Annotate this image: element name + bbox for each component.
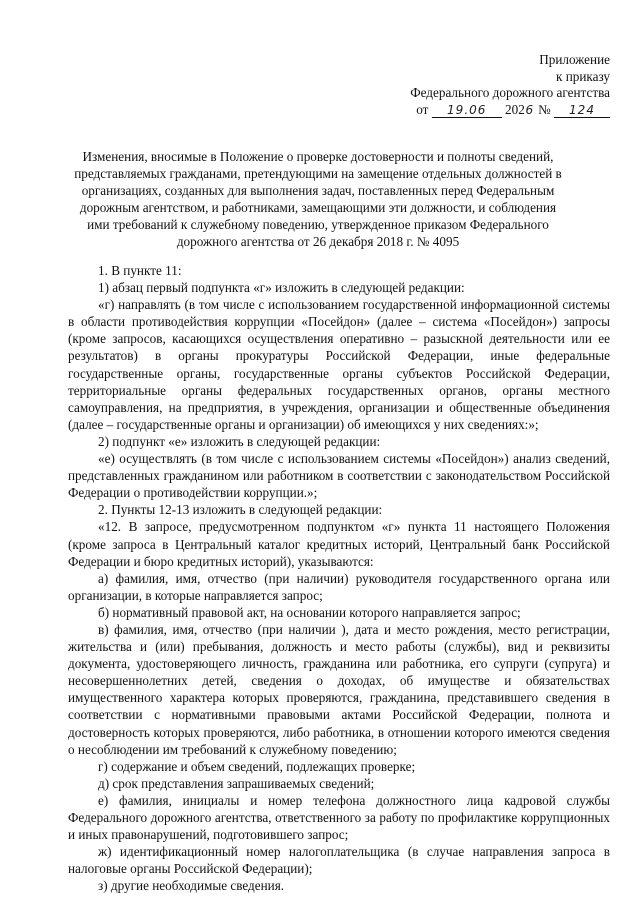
paragraph: д) срок представления запрашиваемых сведений; (98, 775, 375, 791)
paragraph: 2) подпункт «е» изложить в следующей редакции: (98, 433, 381, 449)
appendix-date-number-line (410, 102, 610, 119)
paragraph: 1. В пункте 11: (98, 263, 182, 278)
appendix-header (410, 52, 610, 118)
year-prefix: 202 (505, 101, 525, 117)
appendix-order-ref: к приказу (556, 68, 610, 84)
paragraph: «е) осуществлять (в том числе с использованием системы «Посейдон») анализ сведений, представленных гражданином или работником в соответствии с законодательством Российской Федерации о противодействии коррупции.»; (68, 451, 610, 501)
document-title: Изменения, вносимые в Положение о проверке достоверности и полноты сведений, представляемых гражданами, претендующими на замещение отдельных должностей в организациях, созданных для выполнения задач, поставленных перед Федеральным дорожным агентством, и работниками, замещающими эти должности, и соблюдения ими требований к служебному поведению, утвержденное приказом Федерального дорожного агентства от 26 декабря 2018 г. № 4095 (74, 149, 562, 249)
paragraph: б) нормативный правовой акт, на основании которого направляется запрос; (98, 604, 521, 620)
number-label: № (538, 101, 551, 117)
appendix-title: Приложение (539, 52, 610, 67)
paragraph: 2. Пункты 12-13 изложить в следующей редакции: (98, 502, 383, 518)
paragraph: в) фамилия, имя, отчество (при наличии ), дата и место рождения, место регистрации, жительства и (или) пребывания, должность и место работы (службы), вид и реквизиты документа, удостоверяющего личность, гражданина или работника, его супруги (супруга) и несовершеннолетних детей, сведения о доходах, об имуществе и обязательствах имущественного характера которых проверяются, гражданина, представившего сведения в соответствии с нормативными правовыми актами Российской Федерации, полнота и достоверность которых проверяются, либо работника, в отношении которого имеются сведения о несоблюдении им требований к служебному поведению; (68, 621, 610, 757)
from-label: от (416, 101, 429, 117)
handwritten-number: 124 (554, 104, 610, 118)
paragraph: «12. В запросе, предусмотренном подпунктом «г» пункта 11 настоящего Положения (кроме запроса в Центральный каталог кредитных историй, Центральный банк Российской Федерации и бюро кредитных историй), указываются: (68, 519, 610, 569)
paragraph: а) фамилия, имя, отчество (при наличии) руководителя государственного органа или организации, в которые направляется запрос; (68, 570, 610, 603)
document-body (68, 262, 610, 894)
handwritten-year-digit: 6 (525, 102, 535, 117)
paragraph: «г) направлять (в том числе с использованием государственной информационной системы в области противодействия коррупции «Посейдон» (далее – система «Посейдон») запросы (кроме запросов, касающихся осуществления оперативно – разыскной деятельности или ее результатов) в органы прокуратуры Российской Федерации, иные федеральные государственные органы, государственные органы субъектов Российской Федерации, территориальные органы федеральных государственных органов, органы местного самоуправления, на предприятия, в учреждения, организации и общественные объединения (далее – государственные органы и организации) об имеющихся у них сведениях:»; (68, 297, 610, 432)
paragraph: 1) абзац первый подпункта «г» изложить в следующей редакции: (98, 280, 465, 296)
appendix-agency: Федерального дорожного агентства (410, 85, 610, 100)
handwritten-date: 19.06 (432, 104, 502, 118)
paragraph: з) другие необходимые сведения. (98, 878, 285, 894)
paragraph: г) содержание и объем сведений, подлежащих проверке; (98, 758, 416, 774)
paragraph: ж) идентификационный номер налогоплательщика (в случае направления запроса в налоговые органы Российской Федерации); (68, 844, 610, 877)
paragraph: е) фамилия, инициалы и номер телефона должностного лица кадровой службы Федерального дорожного агентства, ответственного за работу по профилактике коррупционных и иных правонарушений, подготовившего запрос; (68, 792, 610, 843)
